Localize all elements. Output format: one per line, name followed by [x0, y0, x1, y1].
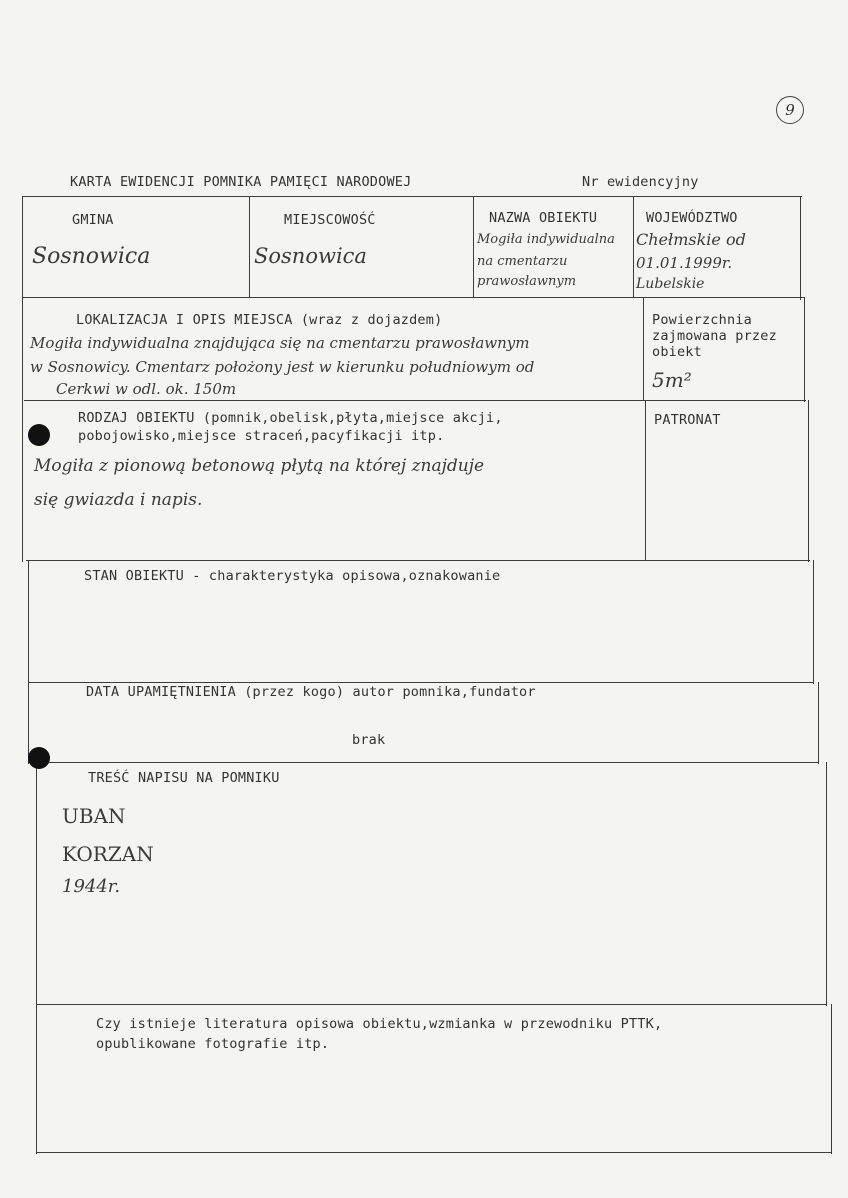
inscription-line-2: KORZAN	[62, 842, 154, 866]
gmina-label: GMINA	[72, 212, 114, 228]
card-title: KARTA EWIDENCJI POMNIKA PAMIĘCI NARODOWEJ	[70, 174, 412, 190]
nazwa-obiektu-line-2: na cmentarzu	[477, 254, 568, 269]
wojewodztwo-label: WOJEWÓDZTWO	[646, 210, 738, 226]
wojewodztwo-line-2: 01.01.1999r.	[636, 254, 733, 272]
literatura-label-2: opublikowane fotografie itp.	[96, 1036, 330, 1052]
rule-right-2	[804, 297, 805, 402]
rule-right-7	[831, 1004, 832, 1154]
nazwa-obiektu-line-3: prawosławnym	[477, 274, 577, 289]
rule-left-1	[22, 196, 23, 562]
rule-right-3	[808, 400, 809, 562]
rule-right-1	[800, 196, 801, 300]
nazwa-obiektu-line-1: Mogiła indywidualna	[477, 232, 615, 247]
lokalizacja-line-2: w Sosnowicy. Cmentarz położony jest w kierunku południowym od	[30, 358, 535, 376]
inscription-line-3: 1944r.	[62, 876, 121, 897]
rule-left-3	[36, 762, 37, 1154]
rule-bottom	[36, 1152, 832, 1153]
rule-row2-bottom	[24, 400, 806, 401]
data-upamietnienia-label: DATA UPAMIĘTNIENIA (przez kogo) autor pomnika,fundator	[86, 684, 536, 700]
lokalizacja-line-3: Cerkwi w odl. ok. 150m	[56, 380, 237, 398]
inscription-line-1: UBAN	[62, 804, 126, 828]
punch-hole-upper	[28, 424, 50, 446]
rule-row3-div	[645, 400, 646, 560]
wojewodztwo-line-1: Chełmskie od	[636, 230, 746, 249]
tresc-napisu-label: TREŚĆ NAPISU NA POMNIKU	[88, 770, 280, 786]
lokalizacja-label: LOKALIZACJA I OPIS MIEJSCA (wraz z dojazdem)	[76, 312, 443, 328]
powierzchnia-label-3: obiekt	[652, 344, 702, 360]
rule-row5-bottom	[30, 762, 818, 763]
rule-row1-div-2	[473, 196, 474, 297]
rule-left-2	[28, 560, 29, 764]
rule-row3-bottom	[26, 560, 810, 561]
rodzaj-label-2: pobojowisko,miejsce straceń,pacyfikacji itp.	[78, 428, 445, 444]
rule-row6-bottom	[36, 1004, 826, 1005]
lokalizacja-line-1: Mogiła indywidualna znajdująca się na cmentarzu prawosławnym	[30, 334, 530, 352]
rule-right-5	[818, 682, 819, 764]
punch-hole-lower	[28, 747, 50, 769]
registration-number-label: Nr ewidencyjny	[582, 174, 699, 190]
nazwa-obiektu-label: NAZWA OBIEKTU	[489, 210, 598, 226]
powierzchnia-label-2: zajmowana przez	[652, 328, 777, 344]
literatura-label-1: Czy istnieje literatura opisowa obiektu,wzmianka w przewodniku PTTK,	[96, 1016, 663, 1032]
powierzchnia-value: 5m²	[652, 368, 692, 392]
rodzaj-value-line-1: Mogiła z pionową betonową płytą na której znajduje	[34, 456, 485, 476]
miejscowosc-label: MIEJSCOWOŚĆ	[284, 212, 376, 228]
rule-top	[22, 196, 802, 197]
stan-obiektu-label: STAN OBIEKTU - charakterystyka opisowa,oznakowanie	[84, 568, 501, 584]
page-number: 9	[776, 96, 804, 124]
miejscowosc-value: Sosnowica	[254, 244, 367, 268]
patronat-label: PATRONAT	[654, 412, 721, 428]
data-upamietnienia-value: brak	[352, 732, 386, 748]
wojewodztwo-line-3: Lubelskie	[636, 276, 705, 292]
powierzchnia-label-1: Powierzchnia	[652, 312, 752, 328]
rule-row1-div-3	[633, 196, 634, 297]
rodzaj-label-1: RODZAJ OBIEKTU (pomnik,obelisk,płyta,miejsce akcji,	[78, 410, 503, 426]
rule-right-6	[826, 762, 827, 1006]
rule-row1-bottom	[22, 297, 804, 298]
rule-row1-div-1	[249, 196, 250, 297]
rodzaj-value-line-2: się gwiazda i napis.	[34, 490, 203, 510]
gmina-value: Sosnowica	[32, 244, 151, 269]
rule-right-4	[813, 560, 814, 684]
rule-row2-div	[643, 297, 644, 400]
